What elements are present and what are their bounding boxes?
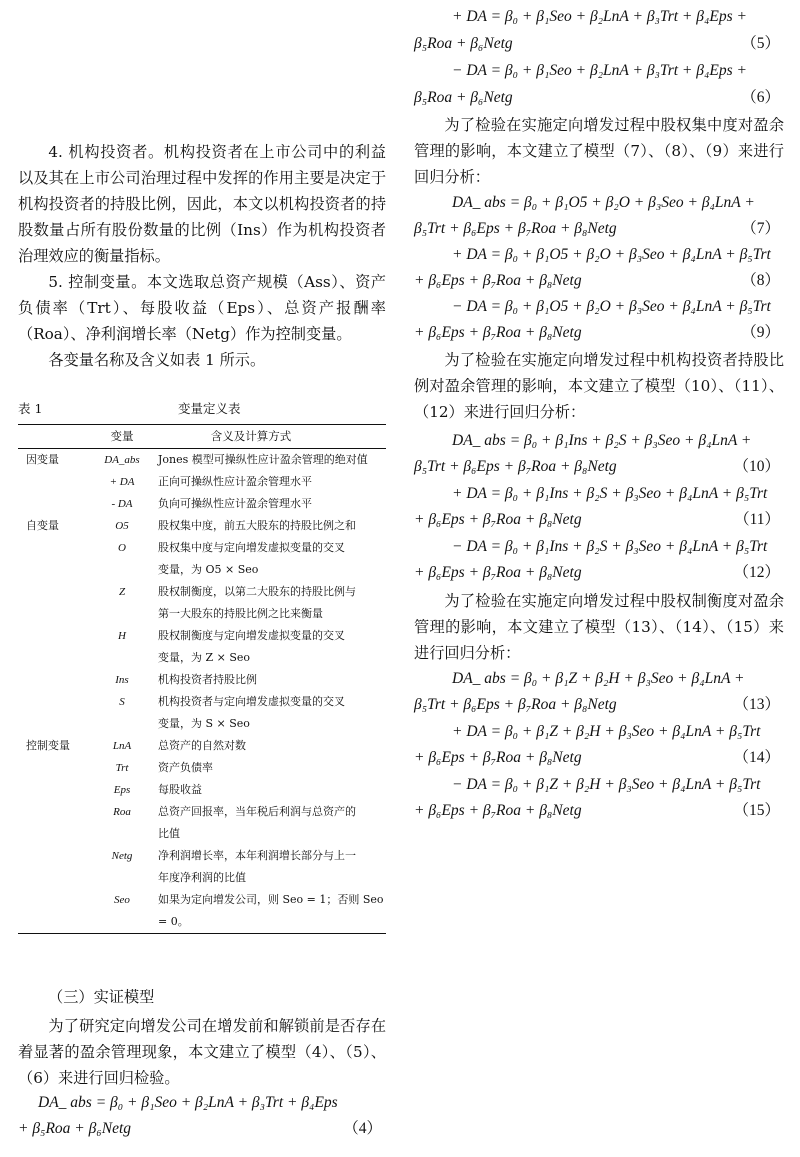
table-cell-definition: = 0。	[158, 915, 189, 928]
equation-6-line-2	[414, 85, 784, 111]
table-row	[18, 779, 386, 801]
equation-7-line-1: DA_ abs = β₀ + β₁O5 + β₂O + β₃Seo + β₄LnA +	[452, 194, 755, 211]
table-cell-category: 因变量	[26, 453, 59, 466]
table-row	[18, 911, 386, 933]
table-cell-definition: 变量，为 S × Seo	[158, 717, 250, 730]
equation-14-line-2	[414, 745, 784, 771]
equation-8-line-2	[414, 268, 784, 294]
equation-4-line-2	[18, 1116, 386, 1142]
paragraph-control-variables: 5. 控制变量。本文选取总资产规模（Ass）、资产负债率（Trt）、每股收益（Eps）、总资产报酬率（Roa）、净利润增长率（Netg）作为控制变量。	[18, 273, 386, 343]
table-cell-variable: - DA	[111, 498, 133, 510]
table-cell-definition: 如果为定向增发公司，则 Seo = 1；否则 Seo	[158, 893, 384, 906]
equation-7-text: β₅Trt + β₆Eps + β₇Roa + β₈Netg	[414, 220, 617, 237]
table-caption	[18, 398, 386, 420]
table-cell-variable: Ins	[115, 674, 129, 686]
paragraph-table-intro: 各变量名称及含义如表 1 所示。	[48, 351, 266, 369]
table-row	[18, 867, 386, 889]
equation-5-text: β₅Roa + β₆Netg	[414, 35, 513, 52]
table-row	[18, 889, 386, 911]
table-cell-definition: 股权制衡度，以第二大股东的持股比例与	[158, 585, 356, 598]
table-row	[18, 449, 386, 471]
paragraph-institutional-holding: 为了检验在实施定向增发过程中机构投资者持股比例对盈余管理的影响，本文建立了模型（10）、（11）、（12）来进行回归分析：	[414, 351, 784, 421]
equation-13-line-2	[414, 692, 784, 718]
table-cell-variable: DA_abs	[104, 454, 140, 466]
table-cell-definition: 每股收益	[158, 783, 202, 796]
table-row	[18, 713, 386, 735]
table-cell-definition: 机构投资者持股比例	[158, 673, 257, 686]
equation-15-line-2	[414, 798, 784, 824]
table-cell-definition: 净利润增长率，本年利润增长部分与上一	[158, 849, 356, 862]
table-row	[18, 691, 386, 713]
table-cell-variable: Z	[118, 586, 126, 598]
equation-12-text: + β₆Eps + β₇Roa + β₈Netg	[414, 564, 582, 581]
equation-14-text: + β₆Eps + β₇Roa + β₈Netg	[414, 749, 582, 766]
equation-10-line-2	[414, 454, 784, 480]
table-cell-definition: 机构投资者与定向增发虚拟变量的交叉	[158, 695, 345, 708]
table-cell-definition: 变量，为 Z × Seo	[158, 651, 251, 664]
equation-11-number: （11）	[734, 511, 780, 528]
table-cell-variable: + DA	[109, 476, 135, 488]
table-cell-definition: 股权集中度与定向增发虚拟变量的交叉	[158, 541, 345, 554]
equation-6-line-1: − DA = β₀ + β₁Seo + β₂LnA + β₃Trt + β₄Eps +	[452, 62, 747, 79]
equation-10-number: （10）	[733, 458, 780, 475]
equation-9-line-2	[414, 320, 784, 346]
equation-14-number: （14）	[733, 749, 780, 766]
table-row	[18, 823, 386, 845]
table-cell-variable: Seo	[114, 894, 130, 906]
equation-11-text: + β₆Eps + β₇Roa + β₈Netg	[414, 511, 582, 528]
equation-13-text: β₅Trt + β₆Eps + β₇Roa + β₈Netg	[414, 696, 617, 713]
table-cell-variable: Netg	[111, 850, 133, 862]
equation-8-text: + β₆Eps + β₇Roa + β₈Netg	[414, 272, 582, 289]
table-row	[18, 559, 386, 581]
table-cell-variable: LnA	[112, 740, 132, 752]
equation-13-number: （13）	[733, 696, 780, 713]
table-label: 表 1	[18, 401, 43, 416]
table-body	[18, 449, 386, 933]
equation-4-text: + β₅Roa + β₆Netg	[18, 1120, 132, 1137]
table-cell-variable: O	[118, 542, 126, 554]
equation-11-line-2	[414, 507, 784, 533]
table-row	[18, 801, 386, 823]
equation-5-line-1: + DA = β₀ + β₁Seo + β₂LnA + β₃Trt + β₄Eps +	[452, 8, 747, 25]
table-cell-variable: Eps	[113, 784, 131, 796]
section-heading: （三）实证模型	[48, 988, 155, 1006]
header-definition: 含义及计算方式	[210, 429, 292, 443]
equation-4-number: （4）	[343, 1120, 382, 1137]
table-header-row	[18, 425, 386, 449]
equation-5-line-2	[414, 31, 784, 57]
paragraph-empirical-model: 为了研究定向增发公司在增发前和解锁前是否存在着显著的盈余管理现象，本文建立了模型（4）、（5）、（6）来进行回归检验。	[18, 1017, 386, 1087]
table-title: 变量定义表	[178, 401, 241, 416]
equation-8-line-1: + DA = β₀ + β₁O5 + β₂O + β₃Seo + β₄LnA + β₅Trt	[452, 246, 771, 263]
equation-6-number: （6）	[741, 89, 780, 106]
equation-9-line-1: − DA = β₀ + β₁O5 + β₂O + β₃Seo + β₄LnA + β₅Trt	[452, 298, 771, 315]
table-row	[18, 581, 386, 603]
table-cell-variable: S	[119, 696, 125, 708]
equation-6-text: β₅Roa + β₆Netg	[414, 89, 513, 106]
table-cell-definition: 总资产回报率，当年税后利润与总资产的	[158, 805, 356, 818]
table-cell-definition: 比值	[158, 827, 180, 840]
equation-14-line-1: + DA = β₀ + β₁Z + β₂H + β₃Seo + β₄LnA + β₅Trt	[452, 723, 761, 740]
paragraph-ownership-concentration: 为了检验在实施定向增发过程中股权集中度对盈余管理的影响，本文建立了模型（7）、（8）、（9）来进行回归分析：	[414, 116, 784, 186]
equation-9-text: + β₆Eps + β₇Roa + β₈Netg	[414, 324, 582, 341]
table-row	[18, 493, 386, 515]
equation-8-number: （8）	[741, 272, 780, 289]
table-row	[18, 515, 386, 537]
table-cell-definition: Jones 模型可操纵性应计盈余管理的绝对值	[158, 453, 368, 466]
equation-7-number: （7）	[741, 220, 780, 237]
equation-5-number: （5）	[741, 35, 780, 52]
table-cell-definition: 年度净利润的比值	[158, 871, 246, 884]
equation-12-line-2	[414, 560, 784, 586]
equation-11-line-1: + DA = β₀ + β₁Ins + β₂S + β₃Seo + β₄LnA + β₅Trt	[452, 485, 768, 502]
table-cell-definition: 股权集中度，前五大股东的持股比例之和	[158, 519, 356, 532]
table-row	[18, 735, 386, 757]
table-cell-variable: Roa	[113, 806, 131, 818]
equation-13-line-1: DA_ abs = β₀ + β₁Z + β₂H + β₃Seo + β₄LnA +	[452, 670, 745, 687]
table-cell-definition: 第一大股东的持股比例之比来衡量	[158, 607, 323, 620]
table-row	[18, 603, 386, 625]
table-row	[18, 537, 386, 559]
table-cell-category: 控制变量	[26, 739, 70, 752]
equation-12-line-1: − DA = β₀ + β₁Ins + β₂S + β₃Seo + β₄LnA + β₅Trt	[452, 538, 768, 555]
table-row	[18, 757, 386, 779]
equation-4-line-1: DA_ abs = β₀ + β₁Seo + β₂LnA + β₃Trt + β₄Eps	[38, 1094, 338, 1111]
table-row	[18, 471, 386, 493]
paragraph-ownership-balance: 为了检验在实施定向增发过程中股权制衡度对盈余管理的影响，本文建立了模型（13）、（14）、（15）来进行回归分析：	[414, 592, 784, 662]
table-cell-definition: 负向可操纵性应计盈余管理水平	[158, 497, 312, 510]
equation-12-number: （12）	[733, 564, 780, 581]
table-row	[18, 669, 386, 691]
table-cell-definition: 总资产的自然对数	[158, 739, 246, 752]
equation-10-line-1: DA_ abs = β₀ + β₁Ins + β₂S + β₃Seo + β₄LnA +	[452, 432, 752, 449]
table-cell-variable: O5	[115, 520, 129, 532]
equation-15-number: （15）	[733, 802, 780, 819]
header-variable: 变量	[110, 429, 134, 443]
table-cell-variable: H	[118, 630, 126, 642]
equation-15-line-1: − DA = β₀ + β₁Z + β₂H + β₃Seo + β₄LnA + β₅Trt	[452, 776, 761, 793]
equation-9-number: （9）	[741, 324, 780, 341]
table-cell-definition: 股权制衡度与定向增发虚拟变量的交叉	[158, 629, 345, 642]
variable-definition-table	[18, 424, 386, 934]
table-cell-definition: 变量，为 O5 × Seo	[158, 563, 259, 576]
table-row	[18, 625, 386, 647]
table-cell-category: 自变量	[26, 519, 59, 532]
table-cell-definition: 资产负债率	[158, 761, 213, 774]
table-row	[18, 845, 386, 867]
table-cell-definition: 正向可操纵性应计盈余管理水平	[158, 475, 312, 488]
paragraph-institutional-investors: 4. 机构投资者。机构投资者在上市公司中的利益以及其在上市公司治理过程中发挥的作用主要是决定于机构投资者的持股比例，因此，本文以机构投资者的持股数量占所有股份数量的比例（Ins）作为机构投资者治理效应的衡量指标。	[18, 143, 386, 265]
equation-7-line-2	[414, 216, 784, 242]
table-cell-variable: Trt	[115, 762, 129, 774]
equation-15-text: + β₆Eps + β₇Roa + β₈Netg	[414, 802, 582, 819]
table-row	[18, 647, 386, 669]
equation-10-text: β₅Trt + β₆Eps + β₇Roa + β₈Netg	[414, 458, 617, 475]
